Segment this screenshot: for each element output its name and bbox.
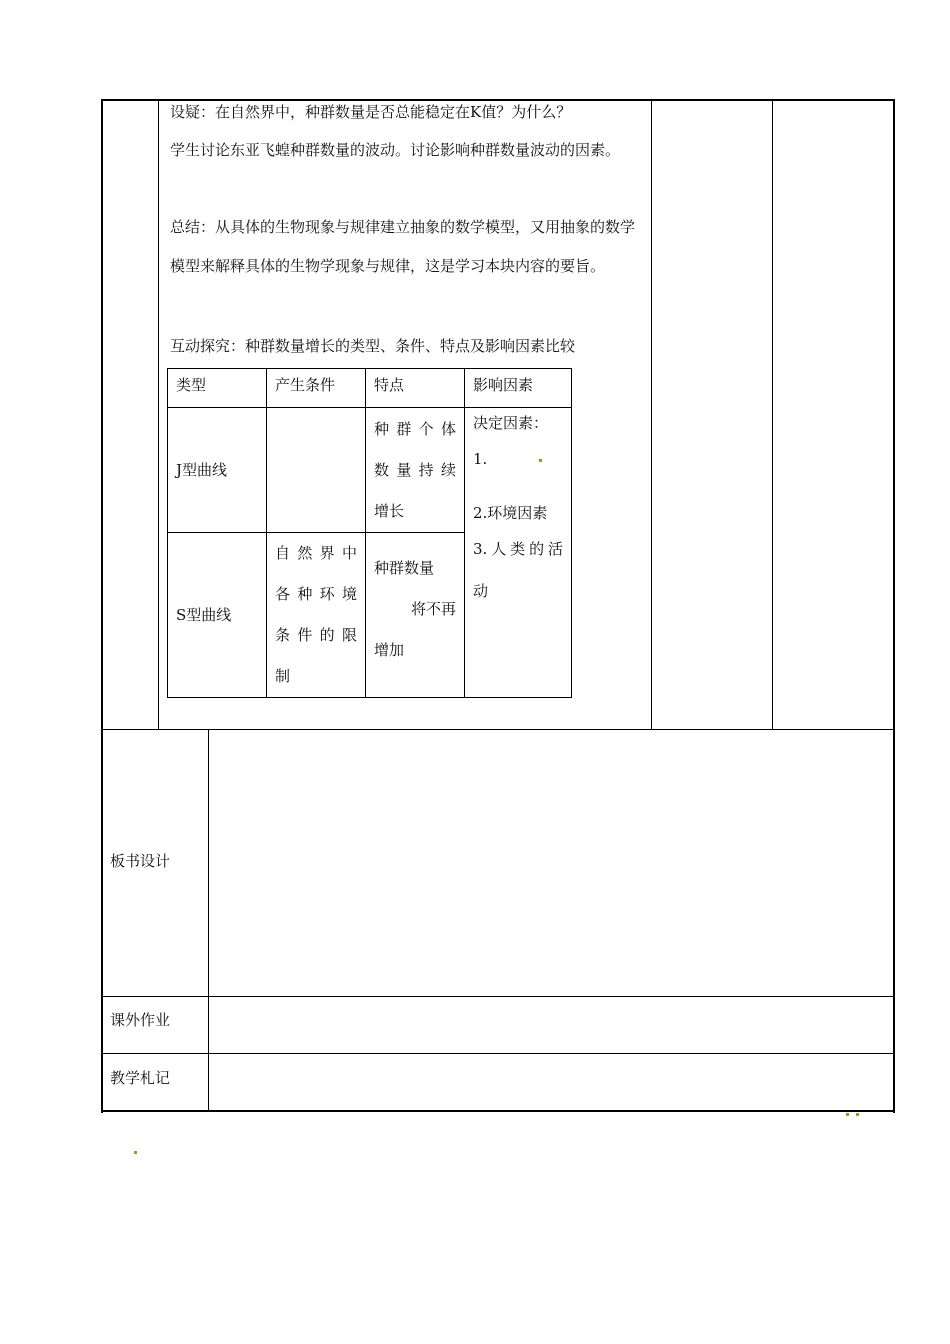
j-curve-condition [267, 408, 366, 533]
label-column-divider [208, 729, 209, 1112]
column-divider-3 [772, 99, 773, 730]
j-curve-feature: 种群个体 数量持续 增长 [366, 408, 465, 533]
j-curve-type: J型曲线 [168, 408, 267, 533]
artifact-dot [539, 459, 542, 462]
frame-right-line [893, 99, 895, 1113]
column-divider-2 [651, 99, 652, 730]
factors-cell: 决定因素： 1. 2.环境因素 3.人类的活 动 [465, 408, 572, 698]
frame-bottom-line [101, 1110, 895, 1112]
s-curve-type: S型曲线 [168, 533, 267, 698]
frame-left-line [101, 99, 103, 1113]
row-divider-2 [101, 996, 895, 997]
teaching-notes-label: 教学札记 [110, 1069, 171, 1087]
s-curve-condition: 自然界中 各种环境 条件的限 制 [267, 533, 366, 698]
question-text: 设疑：在自然界中，种群数量是否总能稳定在K值？为什么？ [170, 103, 572, 121]
row-divider-1 [101, 729, 895, 730]
artifact-dot [134, 1151, 137, 1154]
summary-text: 总结：从具体的生物现象与规律建立抽象的数学模型，又用抽象的数学模型来解释具体的生物学现象与规律，这是学习本块内容的要旨。 [170, 218, 636, 275]
discussion-text: 学生讨论东亚飞蝗种群数量的波动。讨论影响种群数量波动的因素。 [170, 141, 621, 159]
frame-top-line [101, 99, 895, 101]
artifact-dot [856, 1113, 859, 1116]
s-curve-feature: 种群数量 将不再 增加 [366, 533, 465, 698]
comparison-table [167, 368, 572, 698]
explore-title: 互动探究：种群数量增长的类型、条件、特点及影响因素比较 [170, 337, 576, 355]
header-condition: 产生条件 [267, 369, 366, 408]
row-divider-3 [101, 1053, 895, 1054]
artifact-dot [846, 1113, 849, 1116]
board-design-label: 板书设计 [110, 852, 171, 870]
header-type: 类型 [168, 369, 267, 408]
header-factors: 影响因素 [465, 369, 572, 408]
column-divider-1 [158, 99, 159, 730]
header-feature: 特点 [366, 369, 465, 408]
homework-label: 课外作业 [110, 1011, 171, 1029]
